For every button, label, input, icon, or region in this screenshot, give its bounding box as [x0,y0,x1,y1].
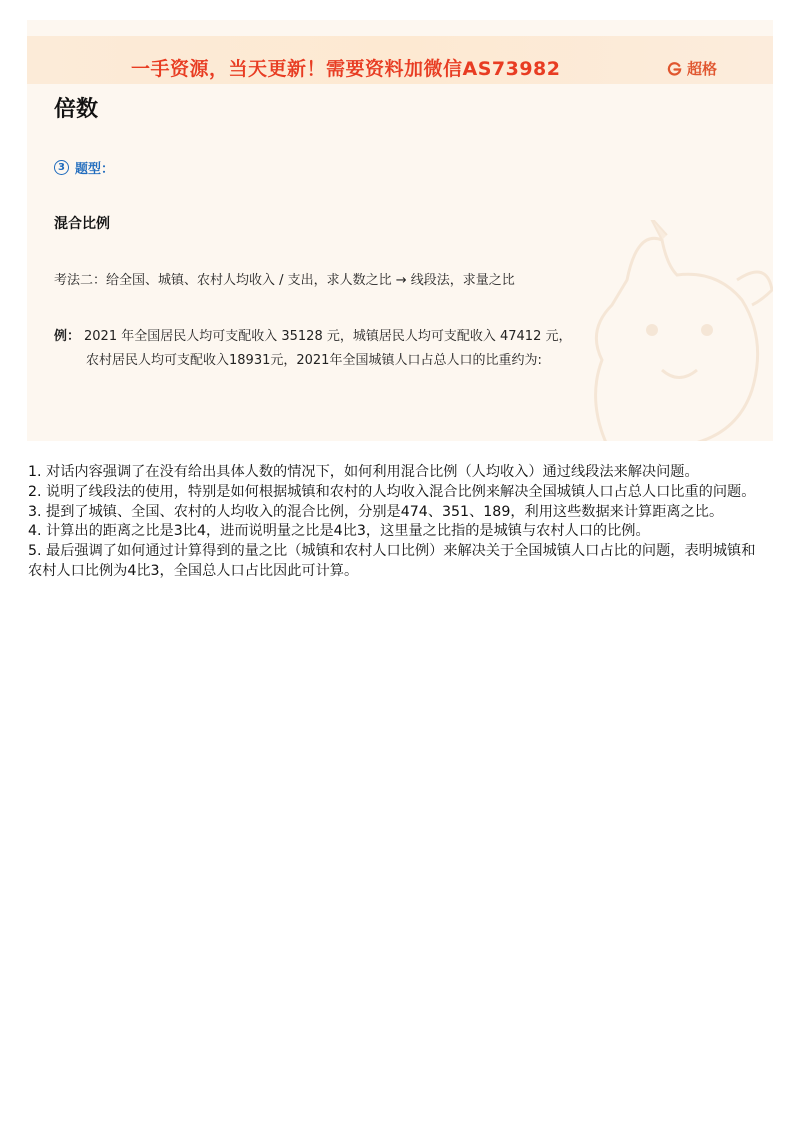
note-item: 1. 对话内容强调了在没有给出具体人数的情况下，如何利用混合比例（人均收入）通过线段法来解决问题。 [28,464,699,480]
example-label: 例： [54,329,81,344]
subheading: 混合比例 [54,216,110,232]
topic-heading [54,158,114,177]
promo-banner [27,36,773,84]
note-item: 5. 最后强调了如何通过计算得到的量之比（城镇和农村人口比例）来解决关于全国城镇人口占比的问题，表明城镇和农村人口比例为4比3，全国总人口占比因此可计算。 [28,543,756,579]
method-text: 考法二：给全国、城镇、农村人均收入 / 支出，求人数之比 → 线段法，求量之比 [54,273,515,288]
note-item: 3. 提到了城镇、全国、农村的人均收入的混合比例，分别是474、351、189，利用这些数据来计算距离之比。 [28,503,724,520]
topic-number: 3 [54,160,69,175]
brand-name: 超格 [687,60,718,78]
brand-logo [667,58,717,79]
example-line-2: 农村居民人均可支配收入18931元，2021年全国城镇人口占总人口的比重约为: [86,353,542,368]
slide-title: 倍数 [54,97,99,122]
example-line-1: 2021 年全国居民人均可支配收入 35128 元，城镇居民人均可支配收入 47412 元， [84,329,572,344]
note-item: 2. 说明了线段法的使用，特别是如何根据城镇和农村的人均收入混合比例来解决全国城镇人口占总人口比重的问题。 [28,483,756,500]
note-item: 4. 计算出的距离之比是3比4，进而说明量之比是4比3，这里量之比指的是城镇与农村人口的比例。 [28,523,650,540]
topic-label: 题型： [75,162,115,177]
example-block [54,325,571,373]
unicorn-mascot-watermark [567,220,773,441]
slide-image [27,20,773,441]
brand-g-icon [667,61,682,76]
notes-list [28,463,768,582]
banner-text: 一手资源，当天更新！需要资料加微信AS73982 [131,58,561,80]
